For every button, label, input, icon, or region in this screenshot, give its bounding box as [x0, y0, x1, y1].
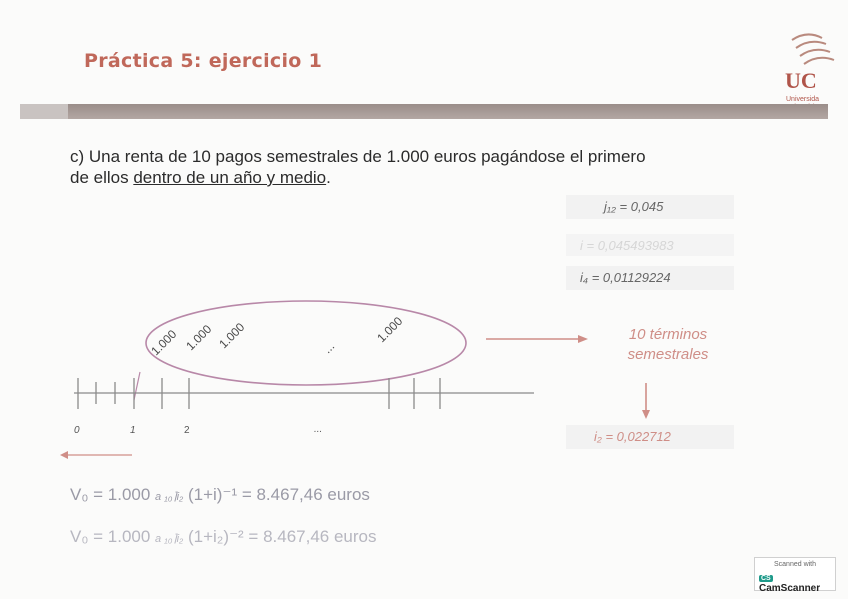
camscanner-watermark [754, 557, 836, 594]
terms-line1: 10 términos [628, 326, 708, 343]
terms-line2: semestrales [627, 346, 709, 363]
formula-2 [70, 527, 377, 547]
formula-2-rest: (1+i₂)⁻² = 8.467,46 euros [183, 527, 377, 546]
axis-label-ellipsis: ... [314, 424, 323, 435]
arrow-head-left [60, 451, 68, 459]
ellipse-pointer [134, 372, 140, 400]
logo-text: UC [785, 68, 817, 93]
rate-i2: i₂ = 0,022712 [594, 429, 671, 444]
statement-underlined: dentro de un año y medio [133, 168, 327, 187]
axis-label-2: 2 [184, 425, 190, 436]
axis-label-0: 0 [74, 425, 80, 436]
rate-i: i = 0,045493983 [580, 238, 674, 253]
payment-2: 1.000 [183, 321, 215, 354]
payment-ellipsis: ... [320, 339, 338, 357]
formula-1-annuity: a ₁₀⌉i₂ [155, 491, 184, 503]
rate-j12: j₁₂ = 0,045 [604, 199, 664, 214]
statement-line1: c) Una renta de 10 pagos semestrales de 1.000 euros pagándose el primero [70, 147, 646, 166]
formula-2-annuity: a ₁₀⌉i₂ [155, 533, 184, 545]
formula-1-rest: (1+i)⁻¹ = 8.467,46 euros [183, 485, 370, 504]
payment-3: 1.000 [216, 319, 248, 352]
payment-1: 1.000 [148, 326, 180, 359]
watermark-brand [759, 572, 835, 594]
formula-1-prefix: V₀ = 1.000 [70, 485, 156, 504]
formula-2-prefix: V₀ = 1.000 [70, 527, 156, 546]
terms-label [598, 325, 738, 365]
arrow-head-down [642, 410, 650, 419]
statement-line2-prefix: de ellos [70, 168, 134, 187]
slide-title: Práctica 5: ejercicio 1 [84, 50, 323, 72]
logo-subtitle-line1: Universida [786, 96, 820, 103]
formula-1 [70, 485, 370, 505]
statement-line2-suffix: . [326, 168, 331, 187]
camscanner-logo-icon: CS [761, 575, 771, 582]
payment-last: 1.000 [374, 313, 406, 346]
watermark-brand-text: CamScanner [759, 583, 821, 594]
watermark-top: Scanned with [773, 561, 817, 568]
axis-label-1: 1 [130, 425, 136, 436]
rate-i4: i₄ = 0,01129224 [580, 270, 671, 285]
arrow-head-terms [578, 335, 588, 343]
